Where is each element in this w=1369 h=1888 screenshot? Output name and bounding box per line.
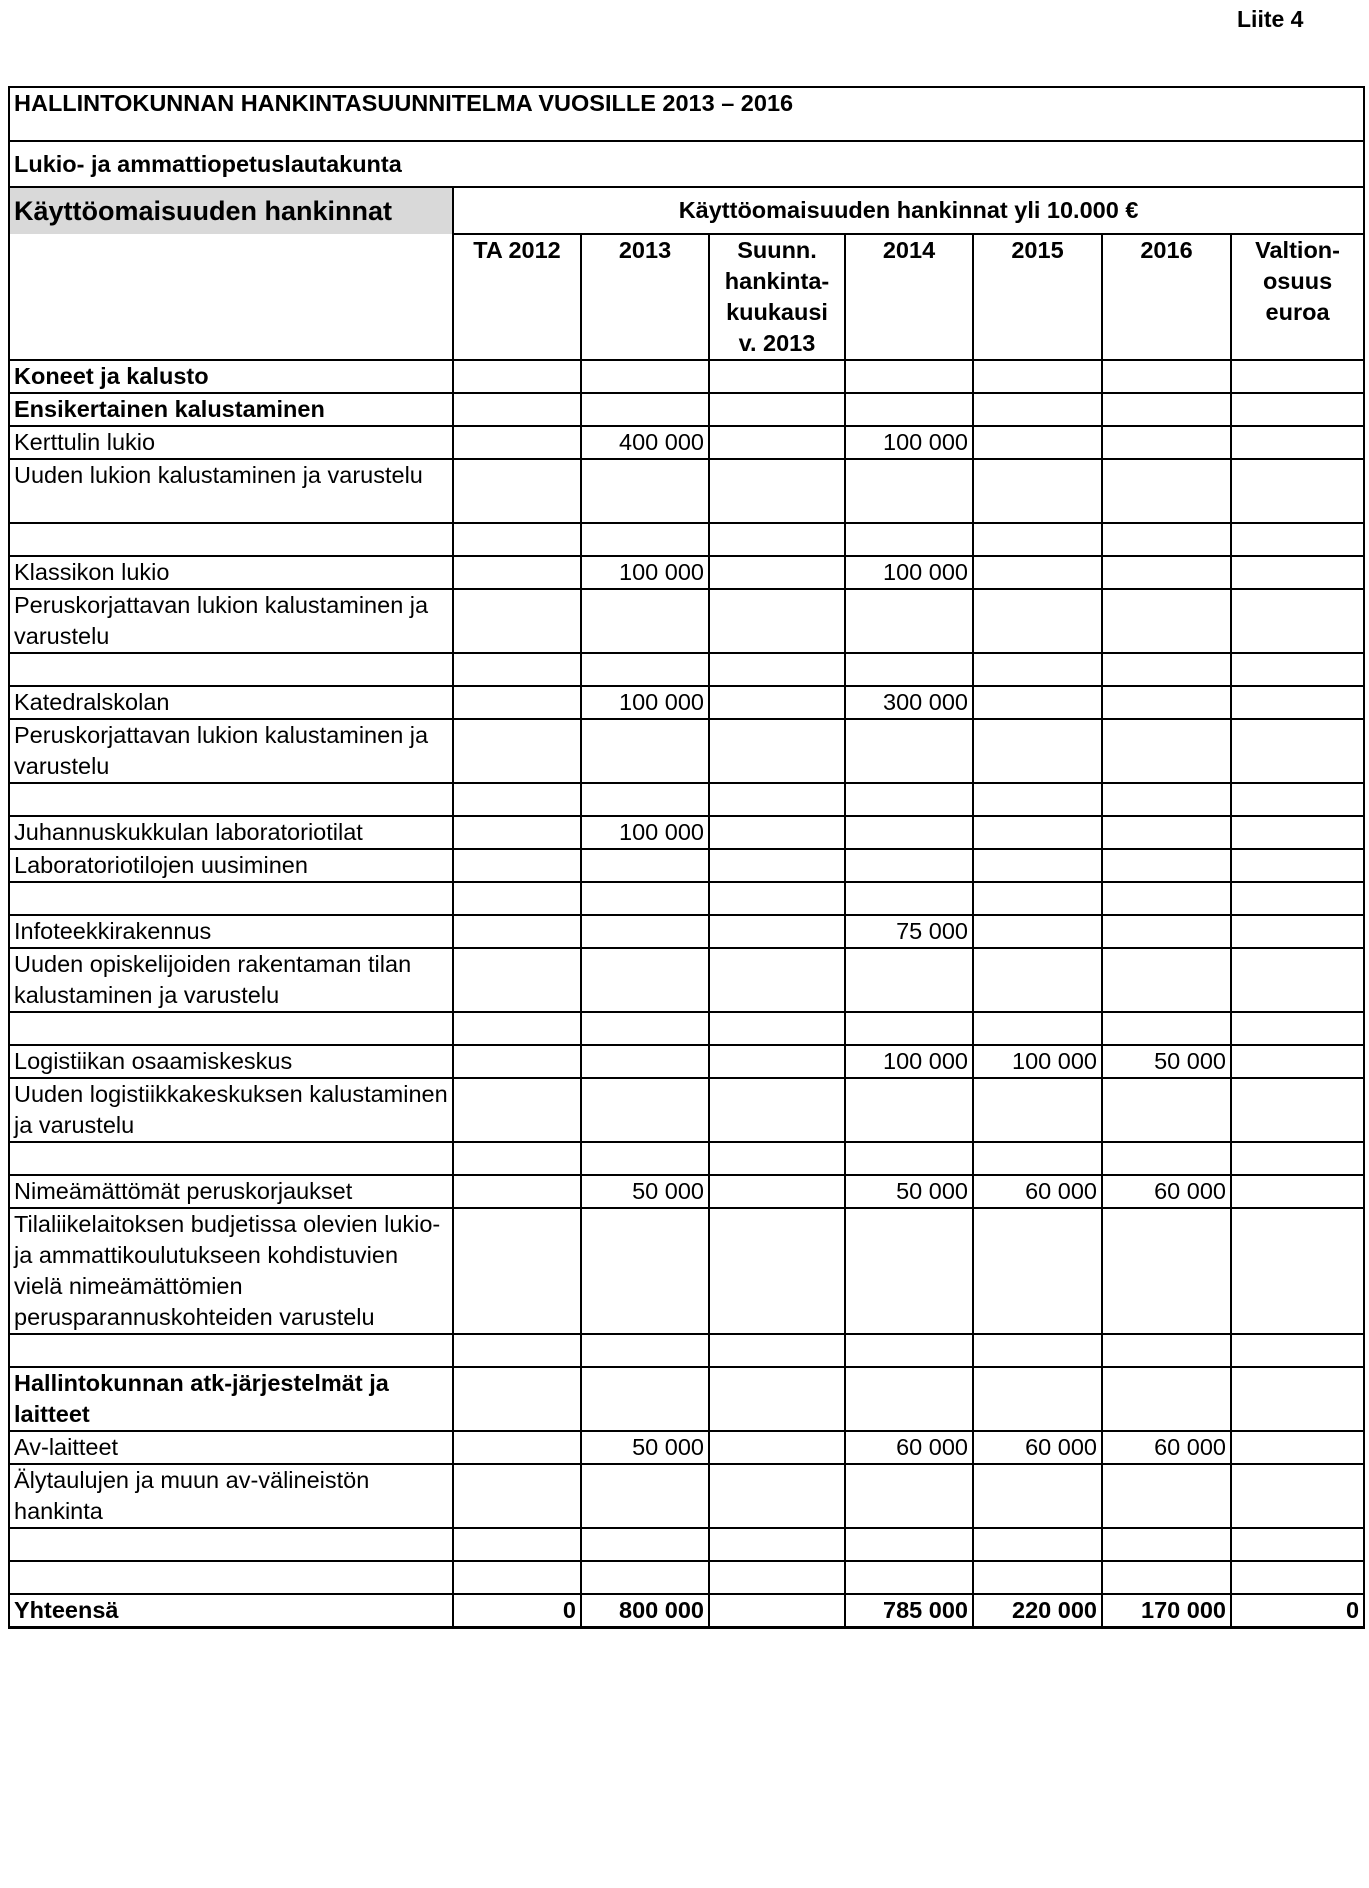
attachment-label: Liite 4 — [1237, 6, 1304, 32]
item-description: Uuden lukion kalustaminen ja varustelu — [9, 459, 453, 523]
item-value-ta2012 — [453, 915, 581, 948]
item-value-y2015 — [973, 686, 1102, 719]
item-value-state — [1231, 556, 1364, 589]
item-name: Nimeämättömät peruskorjaukset — [9, 1175, 453, 1208]
item-value-y2015 — [973, 556, 1102, 589]
item-description: Tilaliikelaitoksen budjetissa olevien lukio- ja ammattikoulutukseen kohdistuvien vielä nimeämättömien perusparannuskohteiden varustelu — [9, 1208, 453, 1334]
item-value-y2014: 100 000 — [845, 1045, 973, 1078]
item-value-state — [1231, 1045, 1364, 1078]
item-value-month — [709, 1175, 845, 1208]
item-value-month — [709, 1045, 845, 1078]
item-value-ta2012 — [453, 1431, 581, 1464]
table-row — [9, 686, 1364, 719]
category-machines: Koneet ja kalusto — [9, 360, 453, 393]
item-value-y2016 — [1102, 686, 1231, 719]
plan-title: HALLINTOKUNNAN HANKINTASUUNNITELMA VUOSILLE 2013 – 2016 — [9, 87, 1364, 141]
item-value-ta2012 — [453, 1045, 581, 1078]
item-value-y2013: 100 000 — [581, 686, 709, 719]
item-name: Katedralskolan — [9, 686, 453, 719]
item-value-y2014: 100 000 — [845, 556, 973, 589]
table-row — [9, 1045, 1364, 1078]
item-description: Uuden opiskelijoiden rakentaman tilan kalustaminen ja varustelu — [9, 948, 453, 1012]
total-value-state: 0 — [1231, 1594, 1364, 1628]
item-value-y2016 — [1102, 915, 1231, 948]
item-value-state — [1231, 816, 1364, 849]
item-value-y2016: 50 000 — [1102, 1045, 1231, 1078]
item-name: Kerttulin lukio — [9, 426, 453, 459]
item-value-ta2012 — [453, 686, 581, 719]
item-value-ta2012 — [453, 556, 581, 589]
item-description: Uuden logistiikkakeskuksen kalustaminen ja varustelu — [9, 1078, 453, 1142]
total-label: Yhteensä — [9, 1594, 453, 1628]
item-value-y2015: 60 000 — [973, 1431, 1102, 1464]
item-value-y2015 — [973, 915, 1102, 948]
item-value-month — [709, 915, 845, 948]
item-value-y2014: 100 000 — [845, 426, 973, 459]
item-value-y2015 — [973, 816, 1102, 849]
item-value-y2013 — [581, 1045, 709, 1078]
col-header-2016: 2016 — [1102, 234, 1231, 360]
item-value-y2016 — [1102, 426, 1231, 459]
item-description: Peruskorjattavan lukion kalustaminen ja varustelu — [9, 719, 453, 783]
item-value-y2014: 75 000 — [845, 915, 973, 948]
spacer-row — [9, 882, 1364, 915]
table-row — [9, 816, 1364, 849]
spacer-row — [9, 523, 1364, 556]
item-name: Av-laitteet — [9, 1431, 453, 1464]
col-header-2015: 2015 — [973, 234, 1102, 360]
item-value-state — [1231, 426, 1364, 459]
item-description: Älytaulujen ja muun av-välineistön hankinta — [9, 1464, 453, 1528]
table-row — [9, 1431, 1364, 1464]
col-header-state-share: Valtion-osuus euroa — [1231, 234, 1364, 360]
header-spacer — [9, 234, 453, 360]
total-value-y2016: 170 000 — [1102, 1594, 1231, 1628]
spacer-row — [9, 1012, 1364, 1045]
category-first-furnishing: Ensikertainen kalustaminen — [9, 393, 453, 426]
item-value-y2013 — [581, 915, 709, 948]
item-value-y2014: 50 000 — [845, 1175, 973, 1208]
total-value-y2014: 785 000 — [845, 1594, 973, 1628]
item-value-y2013: 100 000 — [581, 816, 709, 849]
spacer-row — [9, 653, 1364, 686]
table-row — [9, 1175, 1364, 1208]
col-header-2014: 2014 — [845, 234, 973, 360]
item-value-y2016 — [1102, 556, 1231, 589]
item-name: Infoteekkirakennus — [9, 915, 453, 948]
item-value-y2014 — [845, 816, 973, 849]
item-value-month — [709, 426, 845, 459]
item-value-y2015 — [973, 426, 1102, 459]
item-value-y2016: 60 000 — [1102, 1431, 1231, 1464]
item-value-y2013: 50 000 — [581, 1175, 709, 1208]
board-name: Lukio- ja ammattiopetuslautakunta — [9, 141, 1364, 187]
item-value-y2013: 100 000 — [581, 556, 709, 589]
item-value-month — [709, 686, 845, 719]
col-header-ta2012: TA 2012 — [453, 234, 581, 360]
item-value-y2016 — [1102, 816, 1231, 849]
procurement-plan-table — [8, 86, 1365, 1629]
spacer-row — [9, 1142, 1364, 1175]
item-value-y2013: 400 000 — [581, 426, 709, 459]
item-value-ta2012 — [453, 426, 581, 459]
item-description: Peruskorjattavan lukion kalustaminen ja varustelu — [9, 589, 453, 653]
item-value-state — [1231, 686, 1364, 719]
section-label: Käyttöomaisuuden hankinnat — [9, 187, 453, 234]
total-value-y2015: 220 000 — [973, 1594, 1102, 1628]
col-header-2013: 2013 — [581, 234, 709, 360]
item-value-y2015: 100 000 — [973, 1045, 1102, 1078]
total-value-y2013: 800 000 — [581, 1594, 709, 1628]
item-description: Laboratoriotilojen uusiminen — [9, 849, 453, 882]
item-name: Logistiikan osaamiskeskus — [9, 1045, 453, 1078]
item-name: Klassikon lukio — [9, 556, 453, 589]
item-value-state — [1231, 1175, 1364, 1208]
category-it-systems: Hallintokunnan atk-järjestelmät ja laitteet — [9, 1367, 453, 1431]
item-value-ta2012 — [453, 1175, 581, 1208]
spacer-row — [9, 1334, 1364, 1367]
item-value-state — [1231, 915, 1364, 948]
total-value-ta2012: 0 — [453, 1594, 581, 1628]
item-value-state — [1231, 1431, 1364, 1464]
item-value-month — [709, 816, 845, 849]
item-value-month — [709, 1431, 845, 1464]
table-row — [9, 426, 1364, 459]
item-value-y2015: 60 000 — [973, 1175, 1102, 1208]
item-value-y2014: 60 000 — [845, 1431, 973, 1464]
item-value-y2016: 60 000 — [1102, 1175, 1231, 1208]
total-row — [9, 1594, 1364, 1628]
table-row — [9, 556, 1364, 589]
item-value-y2014: 300 000 — [845, 686, 973, 719]
item-value-ta2012 — [453, 816, 581, 849]
group-header: Käyttöomaisuuden hankinnat yli 10.000 € — [453, 187, 1364, 234]
item-value-y2013: 50 000 — [581, 1431, 709, 1464]
table-row — [9, 915, 1364, 948]
spacer-row — [9, 783, 1364, 816]
spacer-row — [9, 1528, 1364, 1561]
total-value-month — [709, 1594, 845, 1628]
item-value-month — [709, 556, 845, 589]
col-header-month: Suunn. hankinta-kuukausi v. 2013 — [709, 234, 845, 360]
item-name: Juhannuskukkulan laboratoriotilat — [9, 816, 453, 849]
